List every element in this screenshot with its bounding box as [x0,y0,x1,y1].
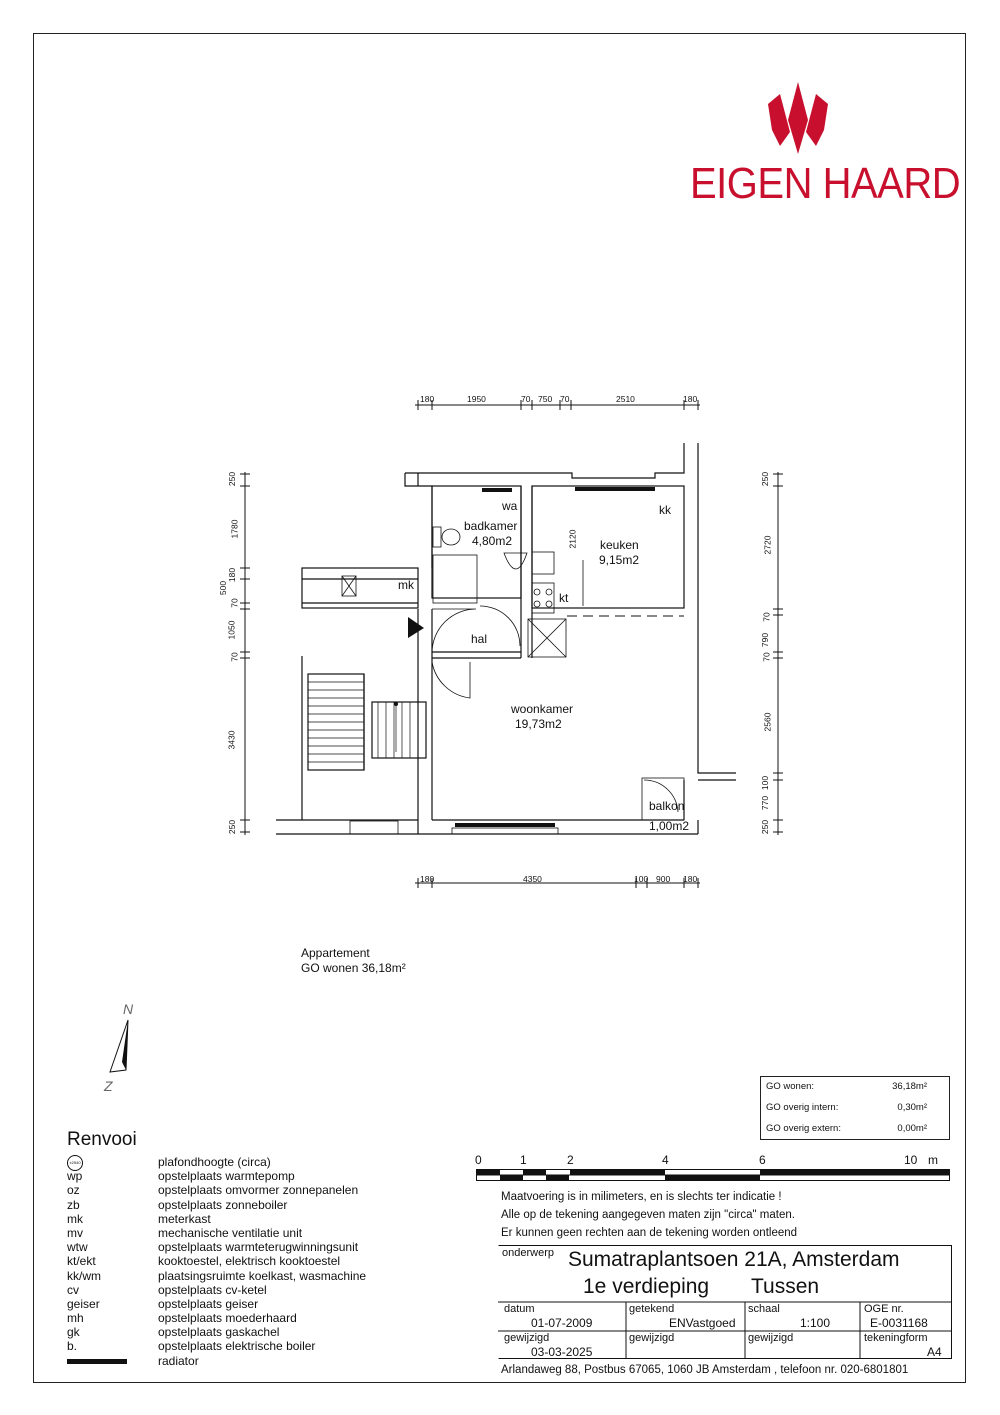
legend-item [67,1325,366,1339]
summary-label: GO wonen: [766,1081,815,1092]
datum-label: datum [504,1303,535,1315]
label-hal: hal [471,632,488,646]
oge-value: E-0031168 [870,1316,928,1330]
legend-item [67,1212,366,1226]
legend-desc: mechanische ventilatie unit [158,1225,303,1240]
summary-value: 0,00m² [897,1123,927,1134]
datum-value: 01-07-2009 [531,1316,593,1330]
legend-desc: opstelplaats elektrische boiler [158,1339,316,1354]
dim-left-8: 3430 [226,730,237,750]
summary-label: GO overig intern: [766,1102,839,1113]
caption-line2: GO wonen 36,18m² [301,961,406,975]
summary-row [761,1098,949,1119]
legend-item [67,1297,366,1311]
label-kt: kt [559,591,569,605]
label-badkamer-name: badkamer [464,519,518,533]
eigen-haard-logo-icon [766,80,830,156]
label-wa: wa [502,499,518,513]
schaal-label: schaal [748,1303,780,1315]
subject-title: Sumatraplantsoen 21A, Amsterdam [568,1248,900,1271]
legend-item [67,1240,366,1254]
gewijzigd3-label: gewijzigd [748,1332,794,1344]
summary-value: 36,18m² [892,1081,927,1092]
legend-abbr: b. [67,1339,78,1354]
dim-inner: 2120 [567,529,578,549]
legend-desc: opstelplaats zonneboiler [158,1197,288,1212]
scale-label-10: 10 [904,1153,918,1167]
dim-bottom-4: 900 [656,874,671,884]
scale-label-6: 6 [759,1153,766,1167]
legend-desc: radiator [158,1353,199,1368]
legend-desc: opstelplaats moederhaard [158,1311,297,1326]
summary-row [761,1119,949,1140]
dim-left-4: 500 [218,580,229,596]
onderwerp-label: onderwerp [502,1247,554,1259]
dim-right-3: 70 [761,612,772,622]
legend-abbr: mh [67,1311,84,1326]
dim-bottom-5: 180 [683,874,698,884]
summary-row [761,1077,949,1098]
dim-right-6: 2560 [762,712,773,732]
legend-item [67,1198,366,1212]
note-line: Alle op de tekening aangegeven maten zijn "circa" maten. [501,1209,795,1221]
dim-left-6: 1050 [226,620,237,640]
legend-abbr: wtw [67,1240,88,1255]
legend-item [67,1254,366,1268]
legend-desc: kooktoestel, elektrisch kooktoestel [158,1254,341,1269]
legend-item [67,1354,366,1368]
legend-item [67,1339,366,1353]
label-woonkamer-area: 19,73m2 [515,717,562,731]
legend-desc: opstelplaats cv-ketel [158,1282,267,1297]
scale-label-1: 1 [520,1153,527,1167]
legend-desc: opstelplaats geiser [158,1296,259,1311]
tekeningform-label: tekeningform [864,1332,928,1344]
dim-top-6: 2510 [616,394,635,404]
label-woonkamer-name: woonkamer [511,702,574,716]
floor-title: 1e verdieping [583,1275,710,1298]
legend-item [67,1169,366,1183]
dim-left-2: 1780 [229,519,240,539]
label-mk: mk [398,578,414,592]
dim-top-3: 70 [521,394,531,404]
logo-text: EIGEN HAARD [690,160,961,208]
dim-right-9: 250 [760,819,771,835]
legend-abbr: gk [67,1325,80,1340]
label-kk: kk [659,503,671,517]
dim-left-3: 180 [227,567,238,583]
legend-item [67,1226,366,1240]
disclaimer-notes [501,1188,797,1242]
legend-abbr: mk [67,1211,83,1226]
scale-label-0: 0 [475,1153,482,1167]
dim-left-7: 70 [229,652,240,662]
dim-bottom-3: 100 [634,874,649,884]
type-title: Tussen [751,1275,820,1298]
legend-item [67,1283,366,1297]
legend-desc: opstelplaats gaskachel [158,1325,280,1340]
legend-desc: opstelplaats warmteterugwinningsunit [158,1240,359,1255]
dim-right-8: 770 [760,795,771,811]
dim-bottom-2: 4350 [523,874,542,884]
legend-item [67,1269,366,1283]
legend-desc: opstelplaats omvormer zonnepanelen [158,1183,359,1198]
legend-abbr: wp [67,1169,83,1184]
dim-left-1: 250 [227,471,238,487]
radiator-icon [67,1354,158,1368]
legend-abbr: cv [67,1282,79,1297]
label-balkon-area: 1,00m2 [649,819,690,833]
legend-abbr: geiser [67,1296,100,1311]
oge-label: OGE nr. [864,1303,904,1315]
ceiling-height-icon [67,1155,158,1169]
dim-right-4: 790 [760,632,771,648]
scale-label-2: 2 [567,1153,574,1167]
schaal-value: 1:100 [800,1316,831,1330]
dim-top-4: 750 [538,394,553,404]
title-block [498,1245,951,1357]
legend-item [67,1183,366,1197]
scale-label-4: 4 [662,1153,669,1167]
note-line: Maatvoering is in milimeters, en is slechts ter indicatie ! [501,1191,782,1203]
dim-right-7: 100 [760,775,771,791]
compass-north: N [123,1001,134,1017]
legend-desc: meterkast [158,1211,211,1226]
legend-abbr: oz [67,1183,80,1198]
dim-left-9: 250 [227,819,238,835]
dim-left-5: 70 [229,598,240,608]
legend-desc: plaatsingsruimte koelkast, wasmachine [158,1268,367,1283]
legend-item [67,1155,366,1169]
dim-top-5: 70 [560,394,570,404]
legend-desc: opstelplaats warmtepomp [158,1169,295,1184]
dim-bottom-1: 180 [420,874,435,884]
dim-top-7: 180 [683,394,698,404]
gewijzigd-label: gewijzigd [504,1332,550,1344]
note-line: Er kunnen geen rechten aan de tekening worden ontleend [501,1227,798,1239]
gewijzigd2-label: gewijzigd [629,1332,675,1344]
legend-item [67,1311,366,1325]
legend-abbr: mv [67,1225,83,1240]
dim-right-2: 2720 [762,535,773,555]
scale-bar [476,1166,950,1182]
ceiling-symbol: ±2540 [67,1155,83,1171]
legend-abbr: zb [67,1197,80,1212]
gewijzigd-value: 03-03-2025 [531,1345,593,1359]
area-summary-box [760,1076,950,1140]
floor-plan [0,380,1000,900]
dim-right-5: 70 [761,652,772,662]
dim-right-1: 250 [760,471,771,487]
renvooi-legend [67,1155,366,1368]
compass-south: Z [104,1078,113,1094]
label-balkon-name: balkon [649,799,685,813]
getekend-label: getekend [629,1303,675,1315]
summary-value: 0,30m² [897,1102,927,1113]
label-keuken-area: 9,15m2 [599,553,640,567]
renvooi-title: Renvooi [67,1129,137,1150]
tekeningform-value: A4 [927,1345,942,1359]
legend-desc: plafondhoogte (circa) [158,1155,271,1169]
legend-abbr: kt/ekt [67,1254,96,1269]
company-address: Arlandaweg 88, Postbus 67065, 1060 JB Amsterdam , telefoon nr. 020-6801801 [501,1364,909,1376]
plan-caption [301,946,406,976]
label-keuken-name: keuken [600,538,639,552]
getekend-value: ENVastgoed [669,1316,736,1330]
summary-label: GO overig extern: [766,1123,841,1134]
scale-unit: m [928,1153,938,1167]
caption-line1: Appartement [301,946,370,960]
dim-top-2: 1950 [467,394,486,404]
legend-abbr: kk/wm [67,1268,101,1283]
dim-top-1: 180 [420,394,435,404]
label-badkamer-area: 4,80m2 [472,534,513,548]
